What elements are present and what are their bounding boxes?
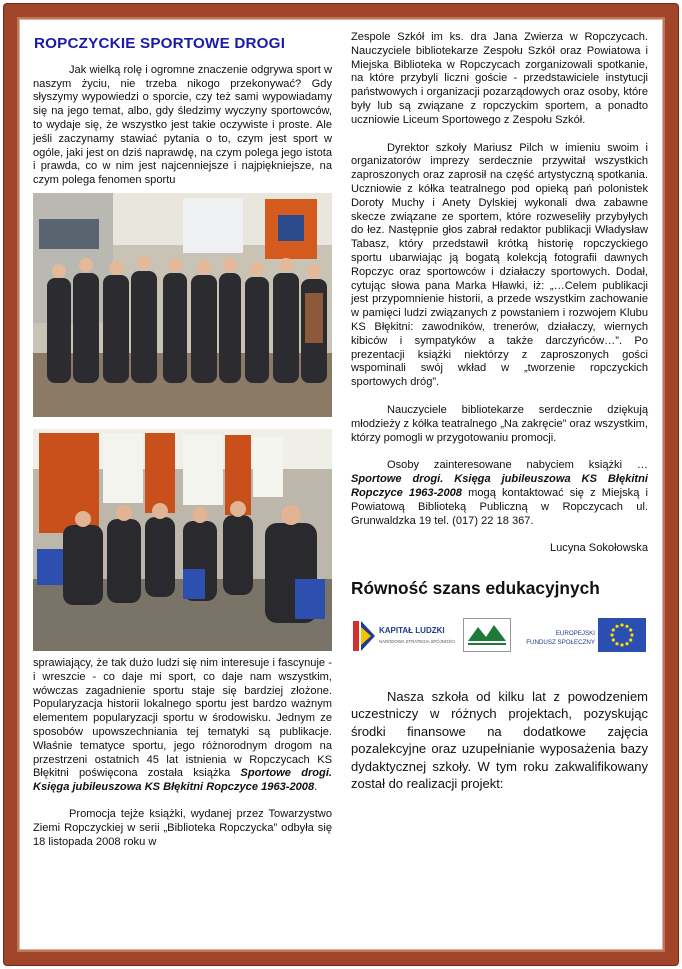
left-column — [33, 33, 332, 849]
section-body: Nasza szkoła od kilku lat z powodzeniem uczestniczy w różnych projektach, pozyskując środki finansowe na dodatkowe zajęcia pozalekcyjne oraz uzupełnianie wyposażenia bazy dydaktycznej szkoły. W tym roku zakwalifikowany został do realizacji projekt: — [351, 688, 648, 791]
group-photo — [33, 193, 332, 417]
kapital-ludzki-icon — [353, 621, 375, 651]
intro-paragraph: Jak wielką rolę i ogromne znaczenie odgrywa sport w naszym życiu, nie trzeba nikogo przekonywać? Gdy słyszymy wypowiedzi o sporcie, czy też sami wypowiadamy się na jego temat, albo, gdy śledzimy wyczyny sportowców, to wydaje się, że wszystko jest takie oczywiste i proste. Ale jeśli zaczynamy stawiać pytania o to, czym jest sport w ogóle, jaki jest on dziś naprawdę, na czym polega jego istota i prawda, co w nim jest najcenniejsze i najpiękniejsze, na czym polega fenomen sportu — [33, 63, 332, 187]
kapital-ludzki-logo: KAPITAŁ LUDZKI NARODOWA STRATEGIA SPÓJNOŚCI — [353, 618, 451, 654]
audience-photo — [33, 429, 332, 651]
promo-paragraph: Promocja tejże książki, wydanej przez Towarzystwo Ziemi Ropczyckiej w serii „Biblioteka Ropczycka” odbyła się 18 listopada 2008 roku w — [33, 807, 332, 848]
right-column — [351, 31, 648, 792]
book-title: Sportowe drogi. Księga jubileuszowa KS Błękitni Ropczyce 1963-2008 — [33, 767, 333, 794]
continuation-paragraph: sprawiający, że tak dużo ludzi się nim interesuje i fascynuje - i wreszcie - co daje mi sport, co daje nam wszystkim, wówczas zagadnienie sportu staje się bardziej złożone. Popularyzacja historii lokalnego sportu jest bardzo ważnym elementem popularyzacji sportu w środowisku. Jednym ze sposobów upowszechniania tej tematyki są publikacje. Właśnie tematyce sportu, jego różnorodnym drogom na przestrzeni ostatnich 45 lat istnienia w Ropczycach KS Błękitni poświęcona została książka Sportowe drogi. Księga jubileuszowa KS Błękitni Ropczyce 1963-2008. — [33, 656, 333, 794]
efs-text: EUROPEJSKI FUNDUSZ SPOŁECZNY — [526, 629, 595, 646]
eu-flag-icon — [598, 618, 646, 652]
right-paragraph-3: Nauczyciele bibliotekarze serdecznie dziękują młodzieży z kółka teatralnego „Na zakręcie” oraz wszystkim, którzy pomogli w przygotowaniu promocji. — [351, 403, 648, 444]
school-mountains-icon — [464, 619, 510, 651]
book-title-2: Sportowe drogi. Księga jubileuszowa KS Błękitni Ropczyce 1963-2008 — [351, 473, 648, 499]
article-title: ROPCZYCKIE SPORTOWE DROGI — [34, 35, 286, 52]
right-paragraph-4: Osoby zainteresowane nabyciem książki … Sportowe drogi. Księga jubileuszowa KS Błękitni Ropczyce 1963-2008 mogą kontaktować się z Miejską i Powiatową Biblioteką Publiczną w Ropczycach ul. Grunwaldzka 19 tel. (017) 22 18 367. — [351, 459, 648, 527]
logos-row — [351, 618, 648, 654]
school-logo — [463, 618, 511, 652]
section-title: Równość szans edukacyjnych — [351, 578, 600, 599]
signature: Lucyna Sokołowska — [549, 542, 648, 555]
right-paragraph-1: Zespole Szkół im ks. dra Jana Zwierza w Ropczycach. Nauczyciele bibliotekarze Zespołu Szkół oraz Powiatowa i Miejska Biblioteka w Ropczycach zorganizowali spotkanie, na które przybyli liczni goście - przedstawiciele instytucji państwowych i organizacji pozarządowych oraz osoby, które były lub są związane z ropczyckim sportem, a ponadto uczniowie Liceum Sportowego z Zespołu Szkół. — [351, 31, 648, 126]
right-paragraph-2: Dyrektor szkoły Mariusz Pilch w imieniu swoim i organizatorów imprezy serdecznie przywitał wszystkich zaproszonych oraz zaprosił na część artystyczną spotkania. Uczniowie z kółka teatralnego pod opieką pań polonistek Doroty Muchy i Anety Dylskiej wykonali dwa zabawne skecze związane ze sportem, które rozweseliły przybyłych do łez. Następnie głos zabrał redaktor publikacji Władysław Tabasz, który przedstawił krótką historię ropczyckiego sportu ubarwiając ją bogatą kolekcją fotografii dawnych Ropczyc oraz sportowców i działaczy sportowych. Dodał, cytując słowa pana Marka Hławki, iż: „…Celem publikacji jest przypomnienie historii, a przede wszystkim zachowanie w pamięci ludzi związanych z powstaniem i rozwojem Klubu KS Błękitni: zawodników, trenerów, działaczy, wiernych kibiców i sympatyków a także darczyńców…”. Po prezentacji książki niektórzy z zaproszonych gości wspominali swój wkład w „tworzenie ropczyckich sportowych dróg”. — [351, 141, 648, 389]
